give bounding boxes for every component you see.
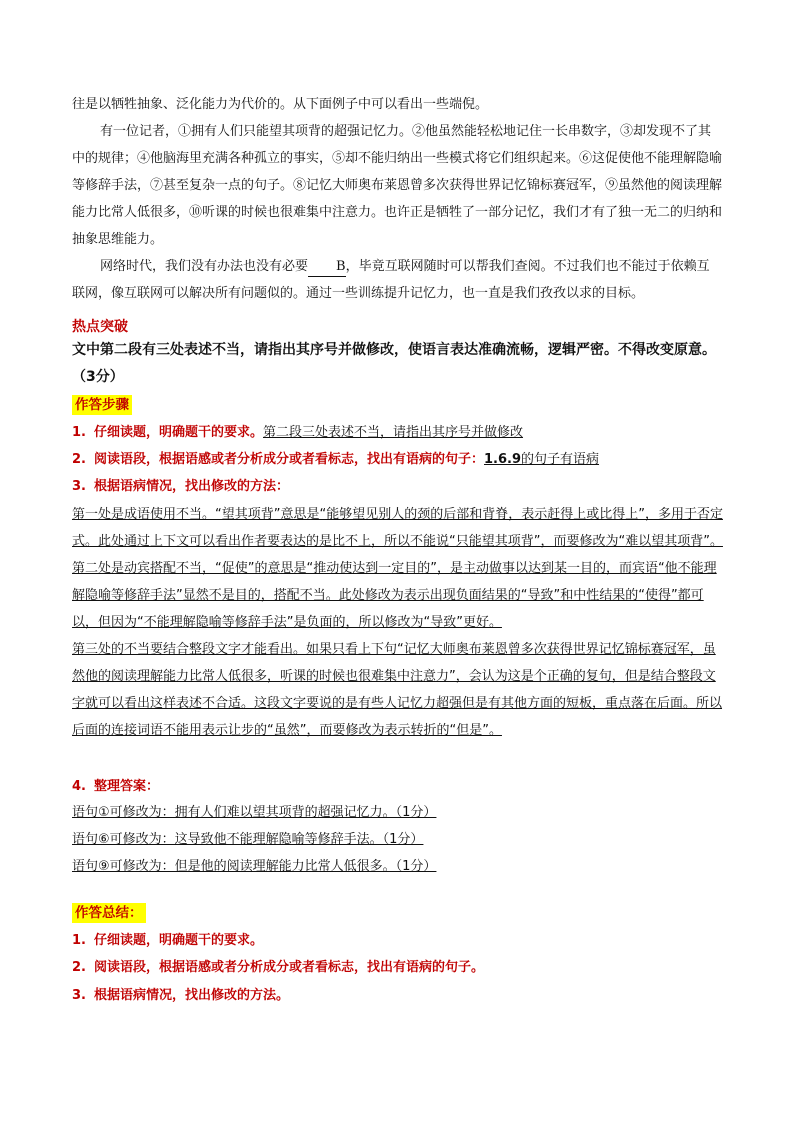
summary-3-text: 根据语病情况，找出修改的方法。 [93,988,289,1003]
step-2-title: 阅读语段，根据语感或者分析成分或者看标志，找出有语病的句子： [93,452,484,467]
answer-1: 语句①可修改为：拥有人们难以望其项背的超强记忆力。（1分） [72,805,437,820]
step-1-title: 仔细读题，明确题干的要求。 [93,425,263,440]
step-4-number: 4. [72,779,86,794]
analysis-block [72,501,724,744]
step-3-title: 根据语病情况，找出修改的方法： [93,479,289,494]
step-2-detail: 的句子有语病 [521,452,600,467]
step-1-detail: 第二段三处表述不当，请指出其序号并做修改 [263,425,524,440]
passage-p3-part-a: 网络时代，我们没有办法也没有必要 [100,259,309,274]
summary-2-text: 阅读语段，根据语感或者分析成分或者看标志，找出有语病的句子。 [93,960,484,975]
answer-blank: B [308,258,346,277]
summary-3 [72,986,289,1006]
step-3 [72,477,289,497]
summary-label: 作答总结： [72,903,146,923]
answer-3: 语句⑨可修改为：但是他的阅读理解能力比常人低很多。（1分） [72,859,437,874]
step-4 [72,777,159,797]
analysis-3: 第三处的不当要结合整段文字才能看出。如果只看上下句“记忆大师奥布莱恩曾多次获得世界记忆锦标赛冠军，虽然他的阅读理解能力比常人低很多，听课的时候也很难集中注意力”，会认为这是个正确的复句，但是结合整段文字就可以看出这样表述不合适。这段文字要说的是有些人记忆力超强但是有其他方面的短板，重点落在后面。所以后面的连接词语不能用表示让步的“虽然”，而要修改为表示转折的“但是”。 [72,642,723,738]
question-text: 文中第二段有三处表述不当，请指出其序号并做修改，使语言表达准确流畅，逻辑严密。不得改变原意。（3分） [72,342,716,385]
step-4-title: 整理答案： [93,779,159,794]
summary-2-number: 2. [72,960,86,975]
hotspot-title: 热点突破 [72,319,128,335]
step-1-number: 1. [72,425,86,440]
step-2-sentence-numbers: 1.6.9 [484,452,522,467]
summary-1-text: 仔细读题，明确题干的要求。 [93,933,263,948]
passage-p3-part-b: ，毕竟互联网随时可以帮我们查阅。不过我们也不能过于依赖互联网，像互联网可以解决所有问题似的。通过一些训练提升记忆力，也一直是我们孜孜以求的目标。 [72,259,710,301]
step-3-number: 3. [72,479,86,494]
steps-label: 作答步骤 [72,395,132,415]
passage-paragraph-1: 往是以牺牲抽象、泛化能力为代价的。从下面例子中可以看出一些端倪。 [72,97,489,112]
step-2-number: 2. [72,452,86,467]
passage-paragraph-3 [72,253,722,307]
summary-3-number: 3. [72,988,86,1003]
step-1 [72,423,523,443]
step-2 [72,450,599,470]
summary-2 [72,958,484,978]
analysis-1: 第一处是成语使用不当。“望其项背”意思是“能够望见别人的颈的后部和背脊，表示赶得上或比得上”，多用于否定式。此处通过上下文可以看出作者要表达的是比不上，所以不能说“只能望其项背”，而要修改为“难以望其项背”。 [72,507,723,549]
answer-2: 语句⑥可修改为：这导致他不能理解隐喻等修辞手法。（1分） [72,832,424,847]
analysis-2: 第二处是动宾搭配不当，“促使”的意思是“推动使达到一定目的”，是主动做事以达到某一目的，而宾语“他不能理解隐喻等修辞手法”显然不是目的，搭配不当。此处修改为表示出现负面结果的“导致”和中性结果的“使得”都可以，但因为“不能理解隐喻等修辞手法”是负面的，所以修改为“导致”更好。 [72,561,717,630]
passage-paragraph-2: 有一位记者，①拥有人们只能望其项背的超强记忆力。②他虽然能轻松地记住一长串数字，③却发现不了其中的规律；④他脑海里充满各种孤立的事实，⑤却不能归纳出一些模式将它们组织起来。⑥这促使他不能理解隐喻等修辞手法，⑦甚至复杂一点的句子。⑧记忆大师奥布莱恩曾多次获得世界记忆锦标赛冠军，⑨虽然他的阅读理解能力比常人低很多，⑩听课的时候也很难集中注意力。也许正是牺牲了一部分记忆，我们才有了独一无二的归纳和抽象思维能力。 [72,124,723,247]
summary-1 [72,931,263,951]
summary-1-number: 1. [72,933,86,948]
